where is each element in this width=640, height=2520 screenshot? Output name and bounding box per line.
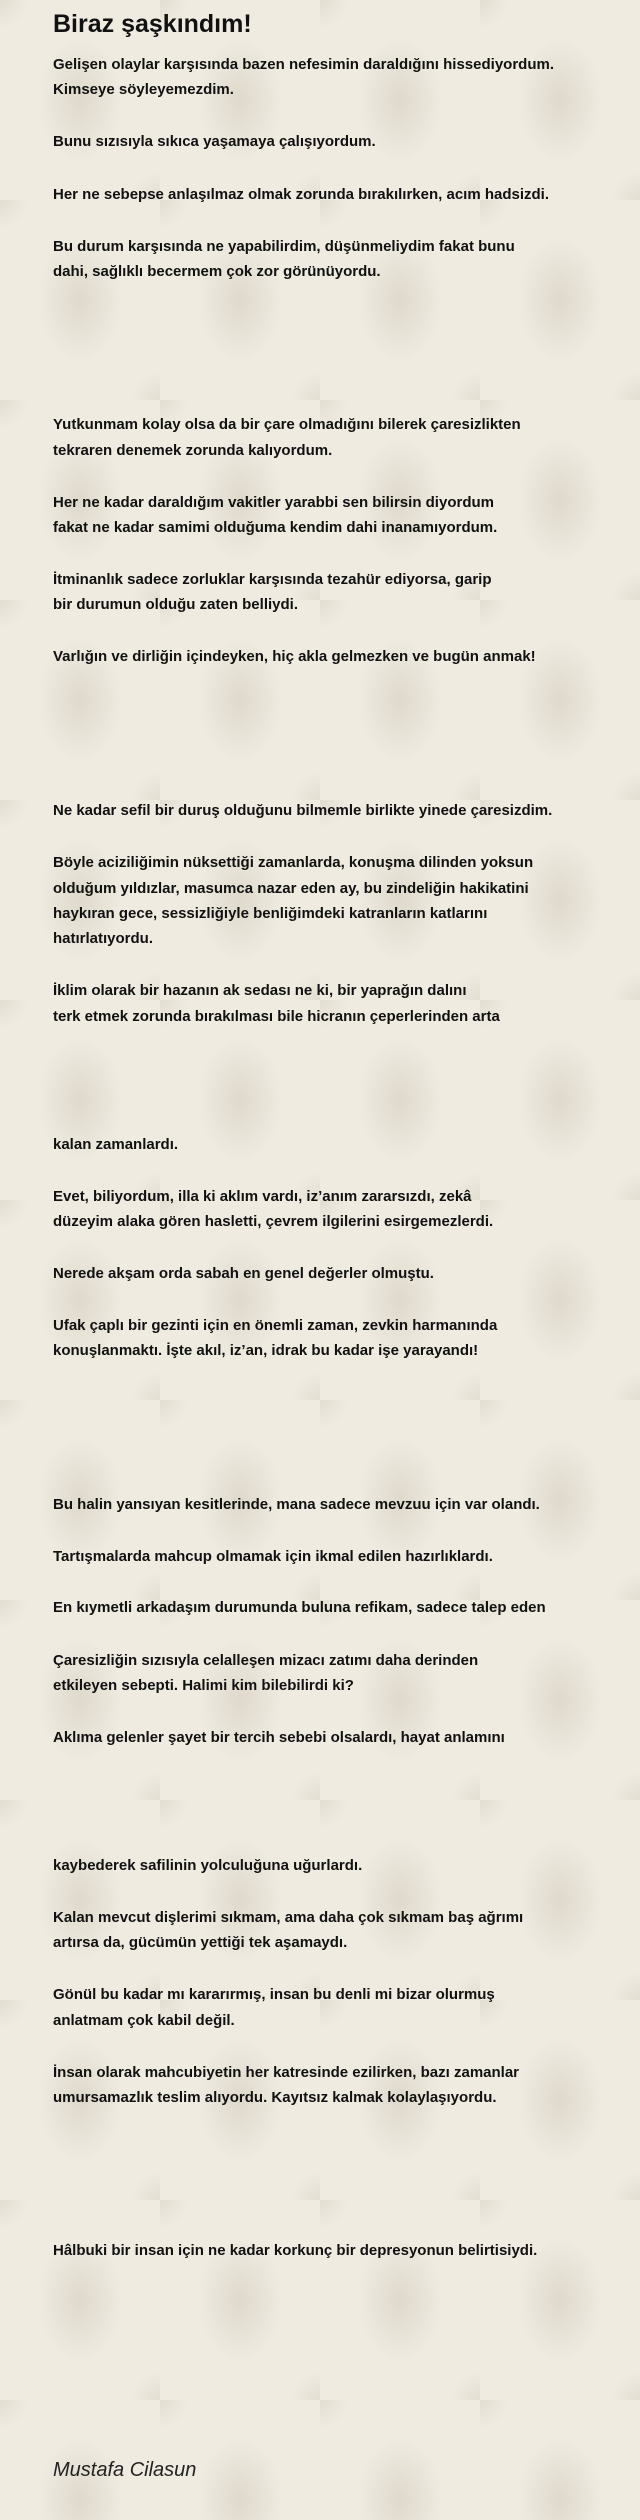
poem-line: Hâlbuki bir insan için ne kadar korkunç bir depresyonun belirtisiydi. <box>53 2242 538 2259</box>
poem-line: Ne kadar sefil bir duruş olduğunu bilmemle birlikte yinede çaresizdim. <box>53 802 553 819</box>
poem-line: kalan zamanlardı. <box>53 1136 179 1153</box>
author-name: Mustafa Cilasun <box>53 2459 197 2481</box>
poem-line: En kıymetli arkadaşım durumunda buluna refikam, sadece talep eden <box>53 1599 546 1616</box>
poem-line: haykıran gece, sessizliğiyle benliğimdeki katranların katlarını <box>53 905 488 922</box>
poem-line: Böyle aciziliğimin nüksettiği zamanlarda, konuşma dilinden yoksun <box>53 854 534 871</box>
poem-line: terk etmek zorunda bırakılması bile hicranın çeperlerinden arta <box>53 1008 500 1025</box>
poem-line: hatırlatıyordu. <box>53 930 154 947</box>
poem-line: Çaresizliğin sızısıyla celalleşen mizacı zatımı daha derinden <box>53 1652 479 1669</box>
poem-line: dahi, sağlıklı becermem çok zor görünüyordu. <box>53 263 381 280</box>
poem-title: Biraz şaşkındım! <box>53 10 252 38</box>
poem-line: Bu durum karşısında ne yapabilirdim, düşünmeliydim fakat bunu <box>53 238 515 255</box>
poem-line: Bunu sızısıyla sıkıca yaşamaya çalışıyordum. <box>53 133 376 150</box>
poem-line: Kimseye söyleyemezdim. <box>53 81 234 98</box>
poem-line: Varlığın ve dirliğin içindeyken, hiç akla gelmezken ve bugün anmak! <box>53 648 536 665</box>
poem-line: Ufak çaplı bir gezinti için en önemli zaman, zevkin harmanında <box>53 1317 498 1334</box>
poem-line: Gelişen olaylar karşısında bazen nefesimin daraldığını hissediyordum. <box>53 56 554 73</box>
poem-line: Evet, biliyordum, illa ki aklım vardı, iz’anım zararsızdı, zekâ <box>53 1188 472 1205</box>
poem-line: düzeyim alaka gören hasletti, çevrem ilgilerini esirgemezlerdi. <box>53 1213 494 1230</box>
poem-line: tekraren denemek zorunda kalıyordum. <box>53 442 333 459</box>
poem-line: olduğum yıldızlar, masumca nazar eden ay, bu zindeliğin hakikatini <box>53 880 529 897</box>
poem-line: Bu halin yansıyan kesitlerinde, mana sadece mevzuu için var olandı. <box>53 1496 540 1513</box>
poem-line: Gönül bu kadar mı kararırmış, insan bu denli mi bizar olurmuş <box>53 1986 495 2003</box>
poem-line: Nerede akşam orda sabah en genel değerler olmuştu. <box>53 1265 434 1282</box>
poem-line: Her ne sebepse anlaşılmaz olmak zorunda bırakılırken, acım hadsizdi. <box>53 186 550 203</box>
poem-line: İklim olarak bir hazanın ak sedası ne ki, bir yaprağın dalını <box>53 982 467 999</box>
poem-line: Her ne kadar daraldığım vakitler yarabbi sen bilirsin diyordum <box>53 494 494 511</box>
poem-line: İnsan olarak mahcubiyetin her katresinde ezilirken, bazı zamanlar <box>53 2064 520 2081</box>
poem-line: anlatmam çok kabil değil. <box>53 2012 235 2029</box>
poem-line: bir durumun olduğu zaten belliydi. <box>53 596 298 613</box>
poem-line: etkileyen sebepti. Halimi kim bilebilirdi ki? <box>53 1677 354 1694</box>
poem-line: Kalan mevcut dişlerimi sıkmam, ama daha çok sıkmam baş ağrımı <box>53 1909 524 1926</box>
poem-line: İtminanlık sadece zorluklar karşısında tezahür ediyorsa, garip <box>53 571 492 588</box>
poem-line: fakat ne kadar samimi olduğuma kendim dahi inanamıyordum. <box>53 519 498 536</box>
poem-line: artırsa da, gücümün yettiği tek aşamaydı. <box>53 1934 348 1951</box>
poem-line: Tartışmalarda mahcup olmamak için ikmal edilen hazırlıklardı. <box>53 1548 493 1565</box>
poem-line: Aklıma gelenler şayet bir tercih sebebi olsalardı, hayat anlamını <box>53 1729 505 1746</box>
poem-line: umursamazlık teslim alıyordu. Kayıtsız kalmak kolaylaşıyordu. <box>53 2089 497 2106</box>
poem-line: kaybederek safilinin yolculuğuna uğurlardı. <box>53 1857 363 1874</box>
poem-line: konuşlanmaktı. İşte akıl, iz’an, idrak bu kadar işe yarayandı! <box>53 1342 479 1359</box>
poem-line: Yutkunmam kolay olsa da bir çare olmadığını bilerek çaresizlikten <box>53 416 521 433</box>
